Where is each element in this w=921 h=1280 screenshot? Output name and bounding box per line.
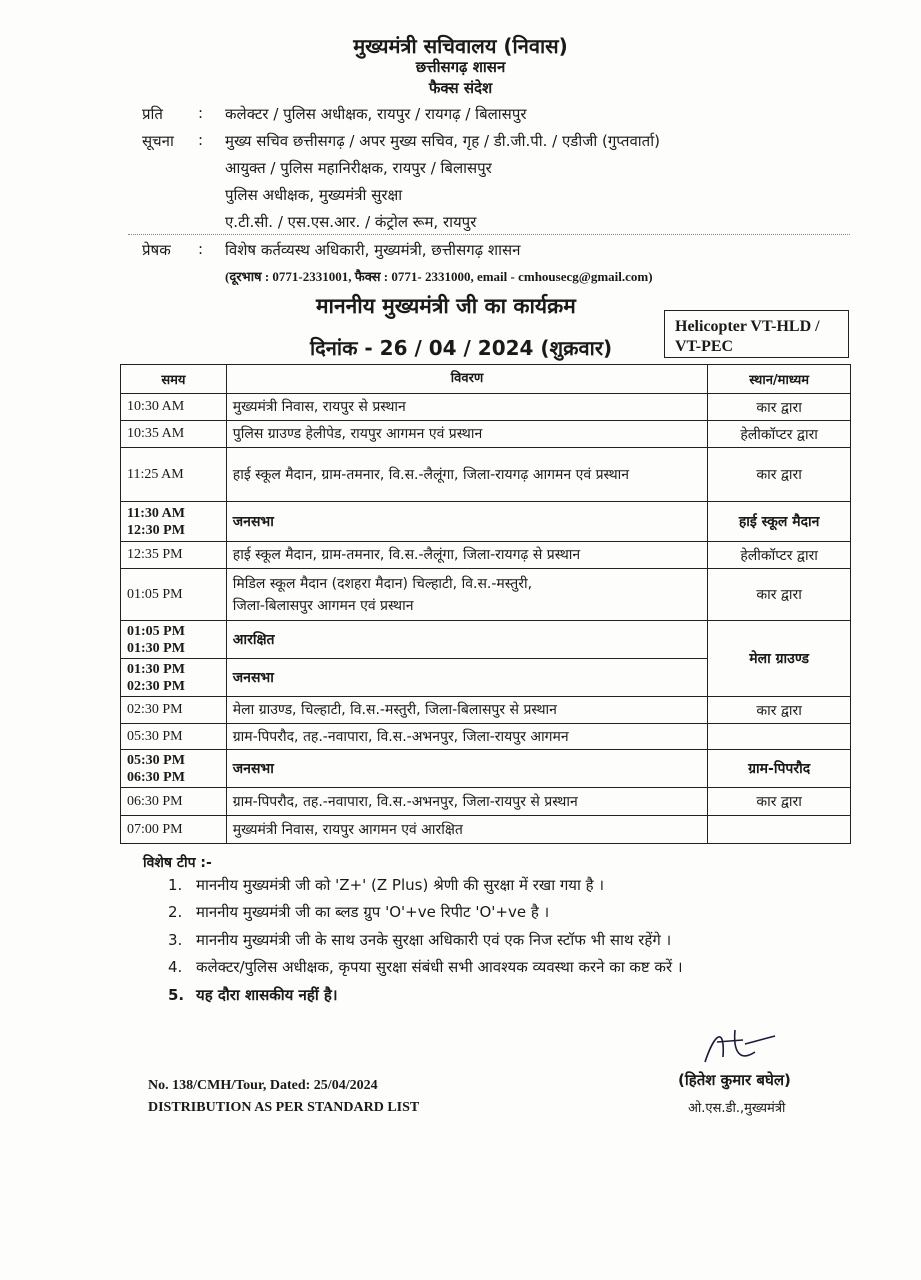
desc-cell: मुख्यमंत्री निवास, रायपुर से प्रस्थान — [226, 394, 707, 421]
place-cell: कार द्वारा — [708, 788, 851, 816]
to-colon: : — [198, 104, 204, 122]
info-label: सूचना — [142, 132, 174, 150]
time-end: 02:30 PM — [127, 678, 185, 694]
table-row — [121, 421, 851, 448]
signatory-designation: ओ.एस.डी.,मुख्यमंत्री — [688, 1101, 786, 1116]
helicopter-box — [664, 310, 849, 358]
desc-cell: मेला ग्राउण्ड, चिल्हाटी, वि.स.-मस्तुरी, जिला-बिलासपुर से प्रस्थान — [226, 697, 707, 724]
to-label: प्रति — [142, 105, 163, 123]
table-row — [121, 394, 851, 421]
schedule-table — [120, 364, 851, 844]
time-cell — [121, 502, 227, 542]
note-item — [168, 902, 549, 922]
table-row — [121, 621, 851, 659]
note-number: 2. — [168, 903, 183, 921]
sender-contact: (दूरभाष : 0771-2331001, फैक्स : 0771- 2331000, email - cmhousecg@gmail.com) — [225, 269, 653, 284]
desc-cell: जनसभा — [226, 750, 707, 788]
note-item — [168, 875, 604, 895]
time-end: 06:30 PM — [127, 769, 185, 785]
time-cell: 11:25 AM — [121, 448, 227, 502]
note-text: माननीय मुख्यमंत्री जी का ब्लड ग्रुप 'O'+ve रिपीट 'O'+ve है । — [196, 903, 550, 921]
doc-type: फैक्स संदेश — [428, 79, 493, 97]
office-title: मुख्यमंत्री सचिवालय (निवास) — [353, 34, 568, 58]
desc-line: मिडिल स्कूल मैदान (दशहरा मैदान) चिल्हाटी, वि.स.-मस्तुरी, — [232, 575, 533, 592]
note-item — [168, 957, 683, 977]
time-cell — [121, 750, 227, 788]
info-colon: : — [198, 131, 204, 149]
desc-cell: हाई स्कूल मैदान, ग्राम-तमनार, वि.स.-लैलूंगा, जिला-रायगढ़ आगमन एवं प्रस्थान — [226, 448, 707, 502]
place-cell: हेलीकॉप्टर द्वारा — [708, 542, 851, 569]
desc-cell: जनसभा — [226, 659, 707, 697]
desc-cell — [226, 569, 707, 621]
note-number: 4. — [168, 958, 183, 976]
info-line: आयुक्त / पुलिस महानिरीक्षक, रायपुर / बिलासपुर — [225, 159, 492, 177]
programme-date: दिनांक - 26 / 04 / 2024 (शुक्रवार) — [310, 336, 613, 360]
note-number: 5. — [168, 986, 185, 1004]
place-cell: ग्राम-पिपरौद — [708, 750, 851, 788]
place-cell: कार द्वारा — [708, 394, 851, 421]
time-start: 01:30 PM — [127, 661, 185, 677]
time-cell: 12:35 PM — [121, 542, 227, 569]
divider — [128, 234, 850, 235]
table-header-row — [121, 365, 851, 394]
helicopter-line: VT-PEC — [675, 338, 734, 355]
sender-text: विशेष कर्तव्यस्थ अधिकारी, मुख्यमंत्री, छत्तीसगढ़ शासन — [225, 241, 521, 259]
desc-cell: मुख्यमंत्री निवास, रायपुर आगमन एवं आरक्षित — [226, 816, 707, 844]
sender-label: प्रेषक — [142, 241, 171, 259]
time-cell: 05:30 PM — [121, 724, 227, 750]
distribution-note: DISTRIBUTION AS PER STANDARD LIST — [148, 1100, 420, 1115]
note-number: 1. — [168, 876, 183, 894]
time-cell: 10:30 AM — [121, 394, 227, 421]
table-row — [121, 697, 851, 724]
desc-cell: जनसभा — [226, 502, 707, 542]
time-cell: 02:30 PM — [121, 697, 227, 724]
time-start: 01:05 PM — [127, 623, 185, 639]
place-cell — [708, 724, 851, 750]
note-text: माननीय मुख्यमंत्री जी के साथ उनके सुरक्षा अधिकारी एवं एक निज स्टॉफ भी साथ रहेंगे । — [196, 931, 672, 949]
place-cell — [708, 816, 851, 844]
time-end: 01:30 PM — [127, 640, 185, 656]
desc-cell: हाई स्कूल मैदान, ग्राम-तमनार, वि.स.-लैलूंगा, जिला-रायगढ़ से प्रस्थान — [226, 542, 707, 569]
desc-cell: ग्राम-पिपरौद, तह.-नवापारा, वि.स.-अभनपुर, जिला-रायपुर आगमन — [226, 724, 707, 750]
desc-cell: पुलिस ग्राउण्ड हेलीपेड, रायपुर आगमन एवं प्रस्थान — [226, 421, 707, 448]
time-cell: 07:00 PM — [121, 816, 227, 844]
notes-heading: विशेष टीप :- — [143, 855, 212, 871]
place-cell: मेला ग्राउण्ड — [708, 621, 851, 697]
signature — [695, 1022, 785, 1074]
table-row — [121, 724, 851, 750]
time-cell: 10:35 AM — [121, 421, 227, 448]
sender-colon: : — [198, 240, 204, 258]
info-line: मुख्य सचिव छत्तीसगढ़ / अपर मुख्य सचिव, गृह / डी.जी.पी. / एडीजी (गुप्तवार्ता) — [225, 132, 660, 150]
table-row — [121, 788, 851, 816]
helicopter-line: Helicopter VT-HLD / — [675, 318, 820, 335]
note-item — [168, 930, 671, 950]
info-line: पुलिस अधीक्षक, मुख्यमंत्री सुरक्षा — [225, 186, 403, 204]
place-cell: हेलीकॉप्टर द्वारा — [708, 421, 851, 448]
col-header-place: स्थान/माध्यम — [708, 365, 851, 394]
info-line: ए.टी.सी. / एस.एस.आर. / कंट्रोल रूम, रायपुर — [225, 213, 477, 231]
desc-line: जिला-बिलासपुर आगमन एवं प्रस्थान — [232, 597, 414, 614]
note-item — [168, 985, 338, 1005]
time-start: 05:30 PM — [127, 752, 185, 768]
time-start: 11:30 AM — [127, 505, 185, 521]
govt-title: छत्तीसगढ़ शासन — [415, 58, 506, 76]
note-text: यह दौरा शासकीय नहीं है। — [196, 986, 338, 1004]
table-row — [121, 816, 851, 844]
time-cell: 01:05 PM — [121, 569, 227, 621]
table-row — [121, 542, 851, 569]
to-text: कलेक्टर / पुलिस अधीक्षक, रायपुर / रायगढ़ / बिलासपुर — [225, 105, 527, 123]
table-row — [121, 502, 851, 542]
place-cell: हाई स्कूल मैदान — [708, 502, 851, 542]
table-row — [121, 569, 851, 621]
col-header-time: समय — [121, 365, 227, 394]
signatory-name: (हितेश कुमार बघेल) — [678, 1071, 791, 1089]
note-text: कलेक्टर/पुलिस अधीक्षक, कृपया सुरक्षा संबंधी सभी आवश्यक व्यवस्था करने का कष्ट करें । — [196, 958, 683, 976]
time-cell — [121, 659, 227, 697]
note-number: 3. — [168, 931, 183, 949]
place-cell: कार द्वारा — [708, 569, 851, 621]
desc-cell: आरक्षित — [226, 621, 707, 659]
programme-title: माननीय मुख्यमंत्री जी का कार्यक्रम — [316, 294, 576, 318]
desc-cell: ग्राम-पिपरौद, तह.-नवापारा, वि.स.-अभनपुर, जिला-रायपुर से प्रस्थान — [226, 788, 707, 816]
col-header-desc: विवरण — [226, 365, 707, 394]
time-cell — [121, 621, 227, 659]
reference-number: No. 138/CMH/Tour, Dated: 25/04/2024 — [148, 1078, 378, 1093]
place-cell: कार द्वारा — [708, 448, 851, 502]
table-row — [121, 750, 851, 788]
time-end: 12:30 PM — [127, 522, 185, 538]
place-cell: कार द्वारा — [708, 697, 851, 724]
note-text: माननीय मुख्यमंत्री जी को 'Z+' (Z Plus) श्रेणी की सुरक्षा में रखा गया है । — [196, 876, 605, 894]
table-row — [121, 448, 851, 502]
time-cell: 06:30 PM — [121, 788, 227, 816]
